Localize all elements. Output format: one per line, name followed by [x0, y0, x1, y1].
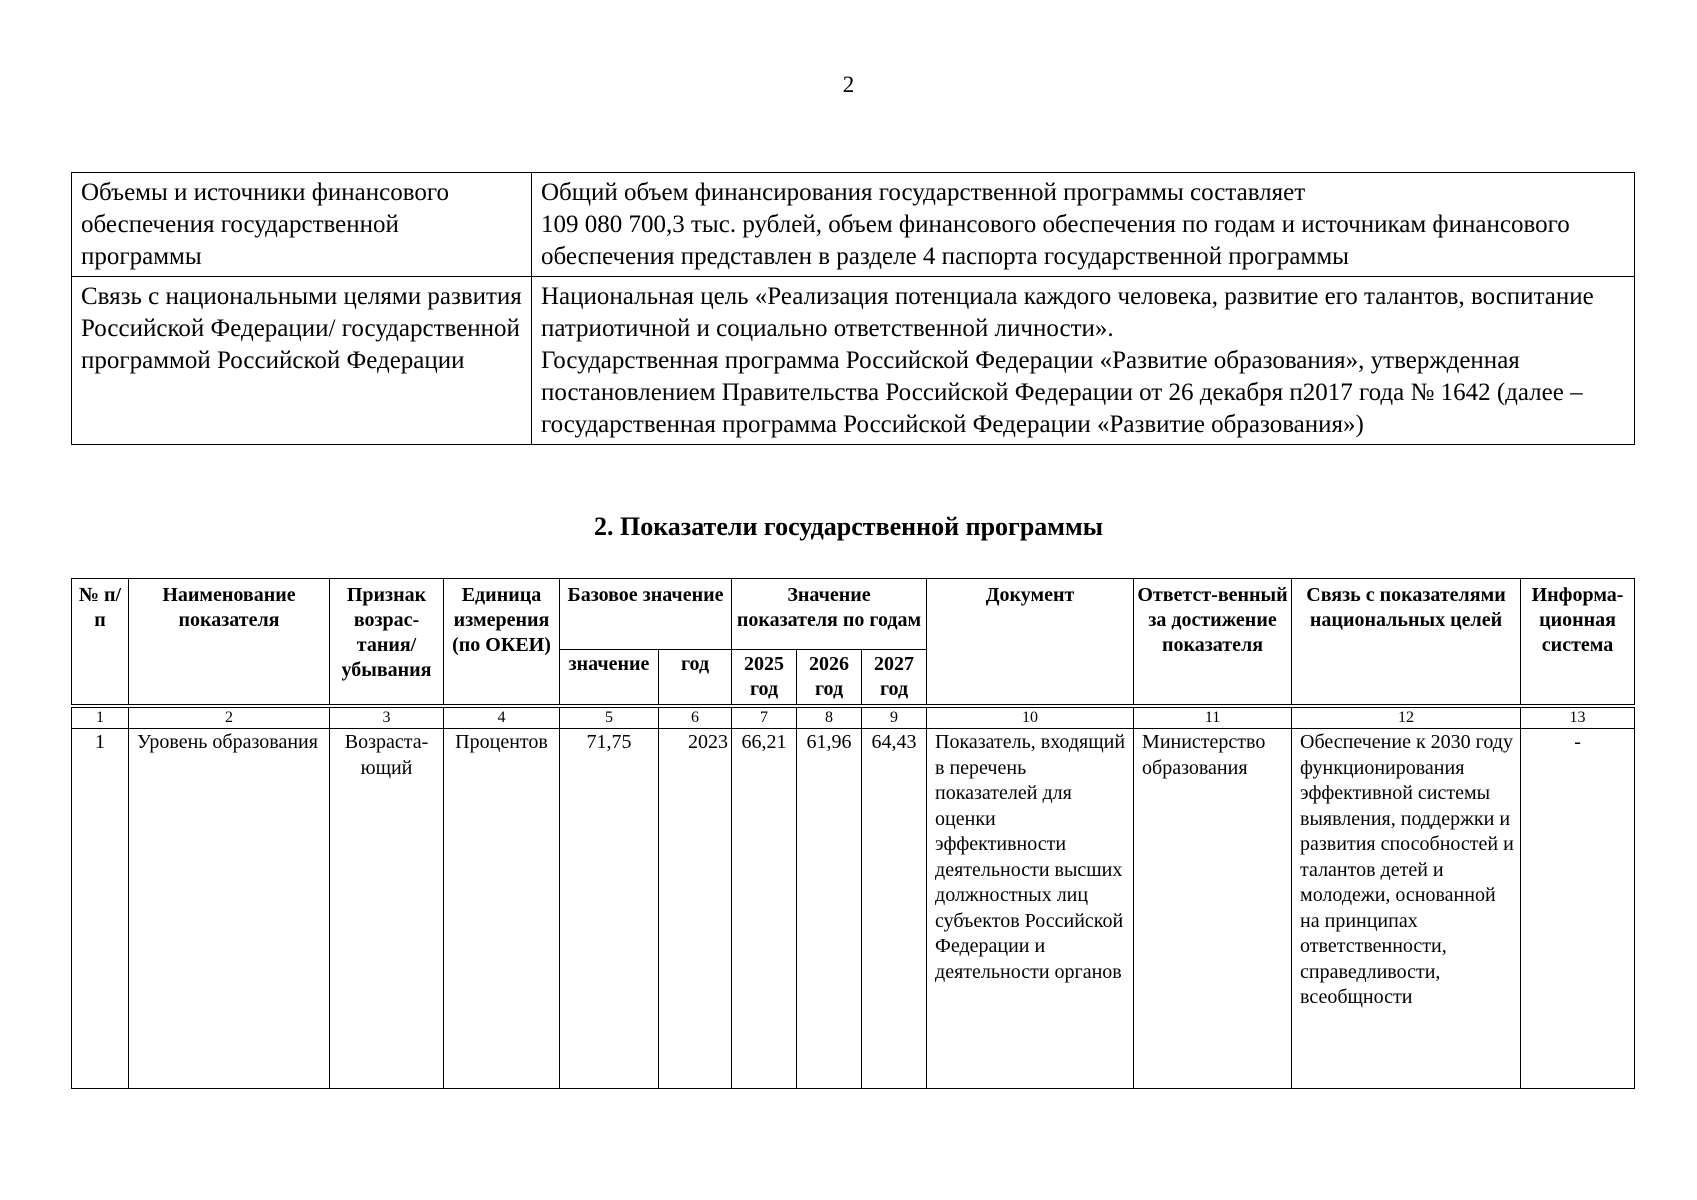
table-header-row: [72, 579, 1635, 650]
column-number: 11: [1134, 706, 1292, 729]
column-number: 7: [732, 706, 797, 729]
cell-link: Обеспечение к 2030 году функционирования эффективной системы выявления, поддержки и развития способностей и талантов детей и молодежи, основанной на принципах ответственности, справедливости, всеобщности: [1292, 729, 1521, 1089]
header-link: Связь с показателями национальных целей: [1292, 579, 1521, 707]
header-2025: 2025 год: [732, 650, 797, 707]
column-number: 5: [560, 706, 659, 729]
cell-responsible: Министерство образования: [1134, 729, 1292, 1089]
cell-2025: 66,21: [732, 729, 797, 1089]
column-number: 1: [72, 706, 129, 729]
header-info-system: Информа-ционная система: [1521, 579, 1635, 707]
table-row: [72, 729, 1635, 1089]
cell-name: Уровень образования: [129, 729, 330, 1089]
column-number: 12: [1292, 706, 1521, 729]
passport-text-line: Национальная цель «Реализация потенциала каждого человека, развитие его талантов, воспитание патриотичной и социально ответственной личности».: [541, 283, 1594, 342]
header-responsible: Ответст-венный за достижение показателя: [1134, 579, 1292, 707]
header-base-value: значение: [560, 650, 659, 707]
cell-2027: 64,43: [862, 729, 927, 1089]
passport-row-financing: [72, 173, 1635, 277]
cell-base-year: 2023: [659, 729, 732, 1089]
column-number: 6: [659, 706, 732, 729]
header-2026: 2026 год: [797, 650, 862, 707]
column-number: 4: [444, 706, 560, 729]
header-unit: Единица измерения (по ОКЕИ): [444, 579, 560, 707]
header-values-by-year: Значение показателя по годам: [732, 579, 927, 650]
cell-2026: 61,96: [797, 729, 862, 1089]
header-sign: Признак возрас-тания/ убывания: [330, 579, 444, 707]
passport-table: [71, 172, 1635, 445]
passport-text-line: 109 080 700,3 тыс. рублей, объем финансового обеспечения по годам и источникам финансового обеспечения представлен в разделе 4 паспорта государственной программы: [541, 211, 1570, 270]
column-number: 9: [862, 706, 927, 729]
passport-text-line: Государственная программа Российской Федерации «Развитие образования», утвержденная постановлением Правительства Российской Федерации от 26 декабря п2017 года № 1642 (далее – государственная программа Российской Федерации «Развитие образования»): [541, 347, 1583, 438]
cell-num: 1: [72, 729, 129, 1089]
passport-text-financing: [532, 173, 1635, 277]
cell-base-value: 71,75: [560, 729, 659, 1089]
column-number: 13: [1521, 706, 1635, 729]
header-document: Документ: [927, 579, 1134, 707]
cell-document: Показатель, входящий в перечень показателей для оценки эффективности деятельности высших должностных лиц субъектов Российской Федерации и деятельности органов: [927, 729, 1134, 1089]
cell-unit: Процентов: [444, 729, 560, 1089]
header-base: Базовое значение: [560, 579, 732, 650]
header-2027: 2027 год: [862, 650, 927, 707]
header-num: № п/п: [72, 579, 129, 707]
column-number: 10: [927, 706, 1134, 729]
passport-row-national-goals: [72, 277, 1635, 445]
column-number: 2: [129, 706, 330, 729]
passport-text-line: Общий объем финансирования государственной программы составляет: [541, 179, 1306, 206]
cell-info-system: -: [1521, 729, 1635, 1089]
column-number: 8: [797, 706, 862, 729]
indicators-table: [71, 578, 1635, 1089]
passport-text-national-goals: [532, 277, 1635, 445]
column-numbers-row: [72, 706, 1635, 729]
section-heading: 2. Показатели государственной программы: [593, 512, 1104, 541]
passport-label-national-goals: Связь с национальными целями развития Российской Федерации/ государственной программой Российской Федерации: [72, 277, 532, 445]
passport-label-financing: Объемы и источники финансового обеспечения государственной программы: [72, 173, 532, 277]
header-base-year: год: [659, 650, 732, 707]
header-name: Наименование показателя: [129, 579, 330, 707]
column-number: 3: [330, 706, 444, 729]
cell-sign: Возраста-ющий: [330, 729, 444, 1089]
page-number: 2: [842, 72, 855, 97]
